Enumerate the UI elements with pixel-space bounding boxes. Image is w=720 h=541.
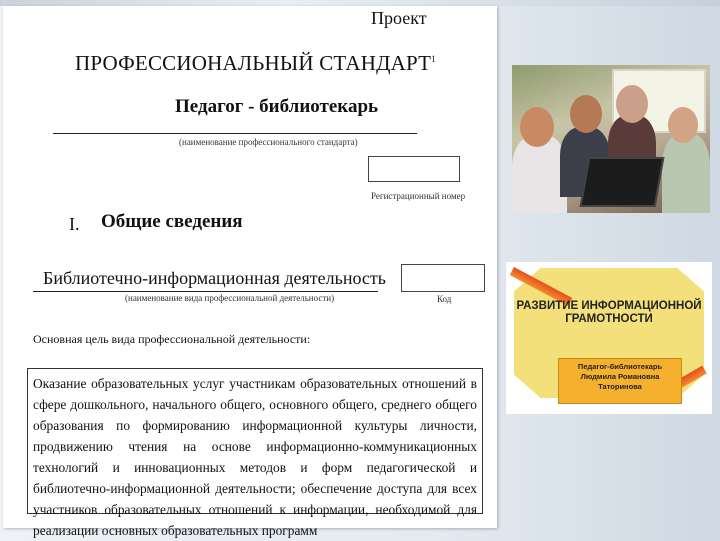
plaque-line: Педагог-библиотекарь <box>577 362 663 371</box>
standard-name-caption: (наименование профессионального стандарта) <box>179 137 358 147</box>
banner-title: РАЗВИТИЕ ИНФОРМАЦИОННОЙ ГРАМОТНОСТИ <box>516 300 702 325</box>
activity-underline <box>33 291 378 292</box>
section-title: Общие сведения <box>101 211 243 232</box>
standard-name: Педагог - библиотекарь <box>175 96 379 117</box>
footnote-mark: 1 <box>431 54 436 64</box>
code-label: Код <box>437 294 452 304</box>
goal-text-box: Оказание образовательных услуг участникам образовательных отношений в сфере дошкольного, начального общего, основного общего, среднего общего образования по формированию информационной культуры личности, продвижению чтения на основе информационно-коммуникационных технологий и инновационных методов и форм педагогической и библиотечно-информационной деятельности; обеспечение доступа для всех участников образовательных отношений к информации, необходимой для реализации основных образовательных программ <box>27 368 483 514</box>
section-number: I. <box>69 214 80 234</box>
info-literacy-banner <box>506 262 712 414</box>
person-head <box>616 85 648 123</box>
goal-label: Основная цель вида профессиональной деятельности: <box>33 332 311 346</box>
author-plaque <box>558 358 682 404</box>
activity-caption: (наименование вида профессиональной деятельности) <box>125 293 335 303</box>
classroom-photo <box>512 65 710 213</box>
project-label: Проект <box>371 8 427 28</box>
person-head <box>520 107 554 147</box>
person-body <box>662 133 710 213</box>
standard-title <box>75 51 436 76</box>
reg-number-box <box>368 156 460 182</box>
standard-title-text: ПРОФЕССИОНАЛЬНЫЙ СТАНДАРТ <box>75 51 432 75</box>
reg-number-label: Регистрационный номер <box>371 191 466 201</box>
activity-name: Библиотечно-информационная деятельность <box>43 268 386 288</box>
standard-document-page <box>3 6 497 538</box>
plaque-line: Таторинова <box>598 382 642 391</box>
person-head <box>570 95 602 133</box>
plaque-line: Людмила Романовна <box>580 372 660 381</box>
code-box <box>401 264 485 292</box>
laptop <box>580 157 665 207</box>
person-head <box>668 107 698 143</box>
standard-name-underline <box>53 133 417 134</box>
